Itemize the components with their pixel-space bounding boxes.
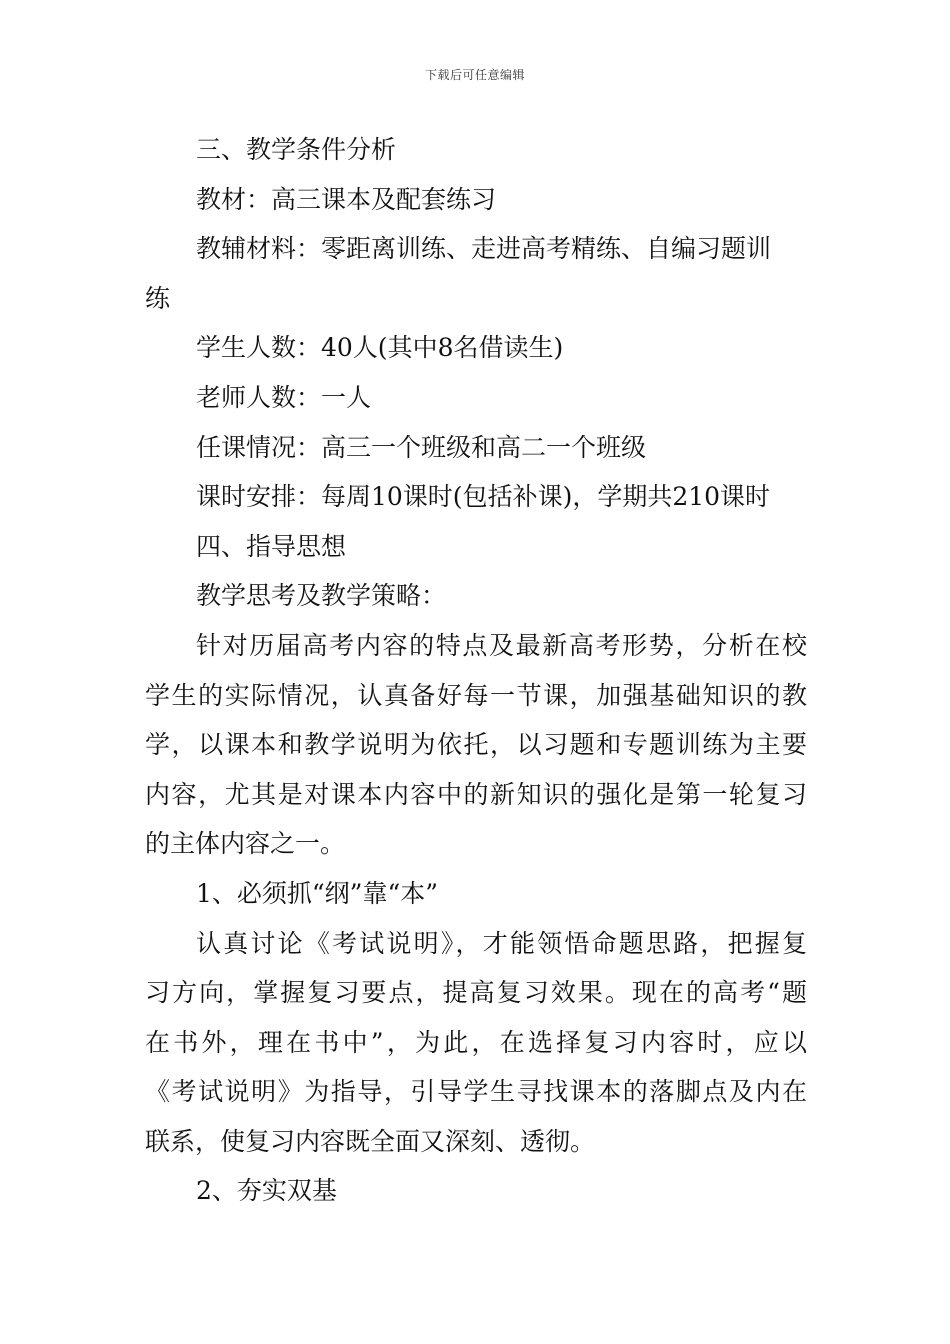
- subheading-line: 2、夯实双基: [196, 1176, 337, 1206]
- paragraph-line: 联系，使复习内容既全面又深刻、透彻。: [145, 1126, 596, 1156]
- paragraph-line: 习方向，掌握复习要点，提高复习效果。现在的高考“题: [145, 978, 807, 1008]
- page-header: 下载后可任意编辑: [424, 68, 525, 82]
- text-line: 老师人数：一人: [196, 382, 372, 412]
- document-body: [145, 125, 807, 1216]
- paragraph-line: 《考试说明》为指导，引导学生寻找课本的落脚点及内在: [145, 1077, 807, 1107]
- paragraph-line: 针对历届高考内容的特点及最新高考形势，分析在校: [196, 630, 807, 660]
- paragraph-line: 认真讨论《考试说明》，才能领悟命题思路，把握复: [196, 928, 807, 958]
- text-line: 教材：高三课本及配套练习: [196, 184, 497, 214]
- paragraph-line: 学，以课本和教学说明为依托，以习题和专题训练为主要: [145, 730, 807, 760]
- text-line: 教学思考及教学策略：: [196, 581, 447, 611]
- paragraph-line: 学生的实际情况，认真备好每一节课，加强基础知识的教: [145, 680, 807, 710]
- text-line: 课时安排：每周10课时(包括补课)，学期共210课时: [196, 482, 771, 512]
- subheading-line: 1、必须抓“纲”靠“本”: [196, 878, 439, 908]
- text-line: 教辅材料：零距离训练、走进高考精练、自编习题训: [196, 234, 772, 264]
- paragraph-line: 内容，尤其是对课本内容中的新知识的强化是第一轮复习: [145, 779, 807, 809]
- section-heading-teaching-conditions: 三、教学条件分析: [196, 135, 397, 164]
- text-line: 学生人数：40人(其中8名借读生): [196, 333, 564, 363]
- text-line: 练: [145, 283, 171, 313]
- paragraph-line: 在书外，理在书中”，为此，在选择复习内容时，应以: [145, 1027, 807, 1057]
- paragraph-line: 的主体内容之一。: [145, 829, 346, 859]
- section-heading-guiding-ideology: 四、指导思想: [196, 531, 347, 561]
- text-line: 任课情况：高三一个班级和高二一个班级: [196, 432, 647, 462]
